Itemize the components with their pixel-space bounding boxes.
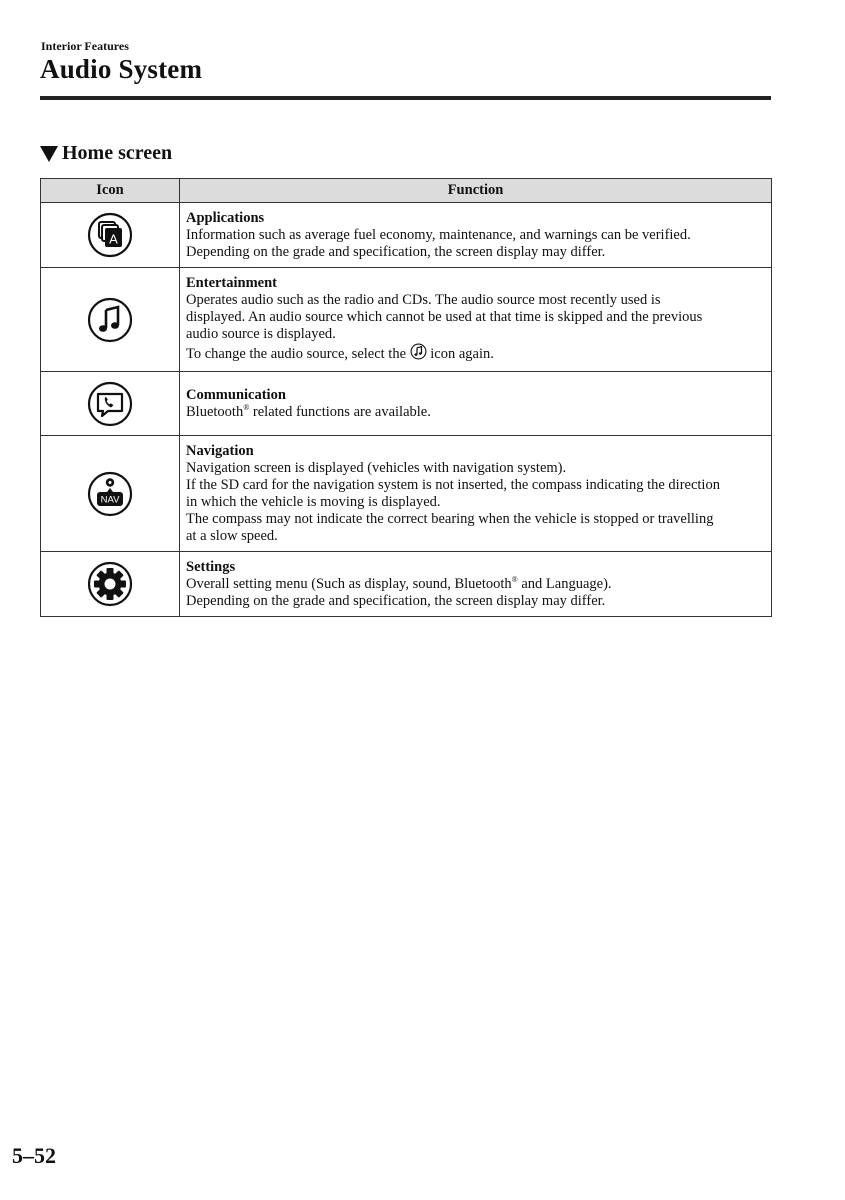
function-cell bbox=[180, 436, 772, 552]
item-title: Navigation bbox=[186, 443, 254, 459]
applications-icon bbox=[41, 212, 179, 258]
music-note-icon bbox=[41, 297, 179, 343]
item-text: audio source is displayed. bbox=[186, 326, 336, 342]
applications-icon-letter: A bbox=[109, 231, 118, 247]
function-cell bbox=[180, 552, 772, 617]
phone-chat-icon bbox=[41, 381, 179, 427]
item-title: Communication bbox=[186, 387, 286, 403]
table-row bbox=[41, 552, 772, 617]
item-text: Depending on the grade and specification, the screen display may differ. bbox=[186, 244, 606, 260]
item-text: in which the vehicle is moving is displayed. bbox=[186, 494, 441, 510]
function-cell bbox=[180, 203, 772, 268]
table-row bbox=[41, 372, 772, 436]
header-function: Function bbox=[180, 179, 772, 203]
table-header-row bbox=[41, 179, 772, 203]
item-text: To change the audio source, select the bbox=[186, 346, 407, 362]
item-text: and Language). bbox=[517, 576, 612, 592]
title-rule bbox=[40, 96, 771, 100]
item-text-line bbox=[186, 576, 765, 593]
icon-cell bbox=[41, 436, 180, 552]
item-text: The compass may not indicate the correct bearing when the vehicle is stopped or travelling bbox=[186, 511, 714, 527]
subheading-text: Home screen bbox=[62, 142, 173, 164]
gear-icon bbox=[41, 561, 179, 607]
page-number: 5–52 bbox=[12, 1143, 56, 1168]
registered-mark: ® bbox=[511, 575, 518, 584]
item-text-with-icon bbox=[186, 343, 765, 365]
item-text-line bbox=[186, 404, 765, 421]
icon-cell bbox=[41, 552, 180, 617]
icon-cell bbox=[41, 372, 180, 436]
function-table bbox=[40, 178, 772, 617]
icon-cell bbox=[41, 268, 180, 372]
registered-mark: ® bbox=[243, 403, 250, 412]
function-cell bbox=[180, 372, 772, 436]
section-label: Interior Features bbox=[41, 39, 129, 53]
table-row bbox=[41, 436, 772, 552]
navigation-pin-icon bbox=[41, 471, 179, 517]
item-text: Depending on the grade and specification, the screen display may differ. bbox=[186, 593, 606, 609]
item-text: at a slow speed. bbox=[186, 528, 278, 544]
table-row bbox=[41, 203, 772, 268]
item-text: displayed. An audio source which cannot be used at that time is skipped and the previous bbox=[186, 309, 703, 325]
icon-cell bbox=[41, 203, 180, 268]
item-text: Bluetooth bbox=[186, 404, 244, 420]
triangle-down-icon bbox=[40, 146, 58, 162]
item-title: Settings bbox=[186, 559, 236, 575]
header-icon: Icon bbox=[41, 179, 180, 203]
subheading bbox=[40, 142, 172, 165]
navigation-icon-label: NAV bbox=[100, 494, 120, 505]
item-text: Navigation screen is displayed (vehicles with navigation system). bbox=[186, 460, 567, 476]
table-row bbox=[41, 268, 772, 372]
item-title: Entertainment bbox=[186, 275, 278, 291]
item-text: related functions are available. bbox=[249, 404, 431, 420]
page-title: Audio System bbox=[40, 54, 203, 84]
item-text: icon again. bbox=[430, 346, 494, 362]
item-text: If the SD card for the navigation system is not inserted, the compass indicating the direction bbox=[186, 477, 720, 493]
item-text: Operates audio such as the radio and CDs. The audio source most recently used is bbox=[186, 292, 661, 308]
item-text: Information such as average fuel economy, maintenance, and warnings can be verified. bbox=[186, 227, 691, 243]
inline-music-note-icon bbox=[410, 343, 427, 365]
item-title: Applications bbox=[186, 210, 265, 226]
function-cell bbox=[180, 268, 772, 372]
item-text: Overall setting menu (Such as display, sound, Bluetooth bbox=[186, 576, 512, 592]
